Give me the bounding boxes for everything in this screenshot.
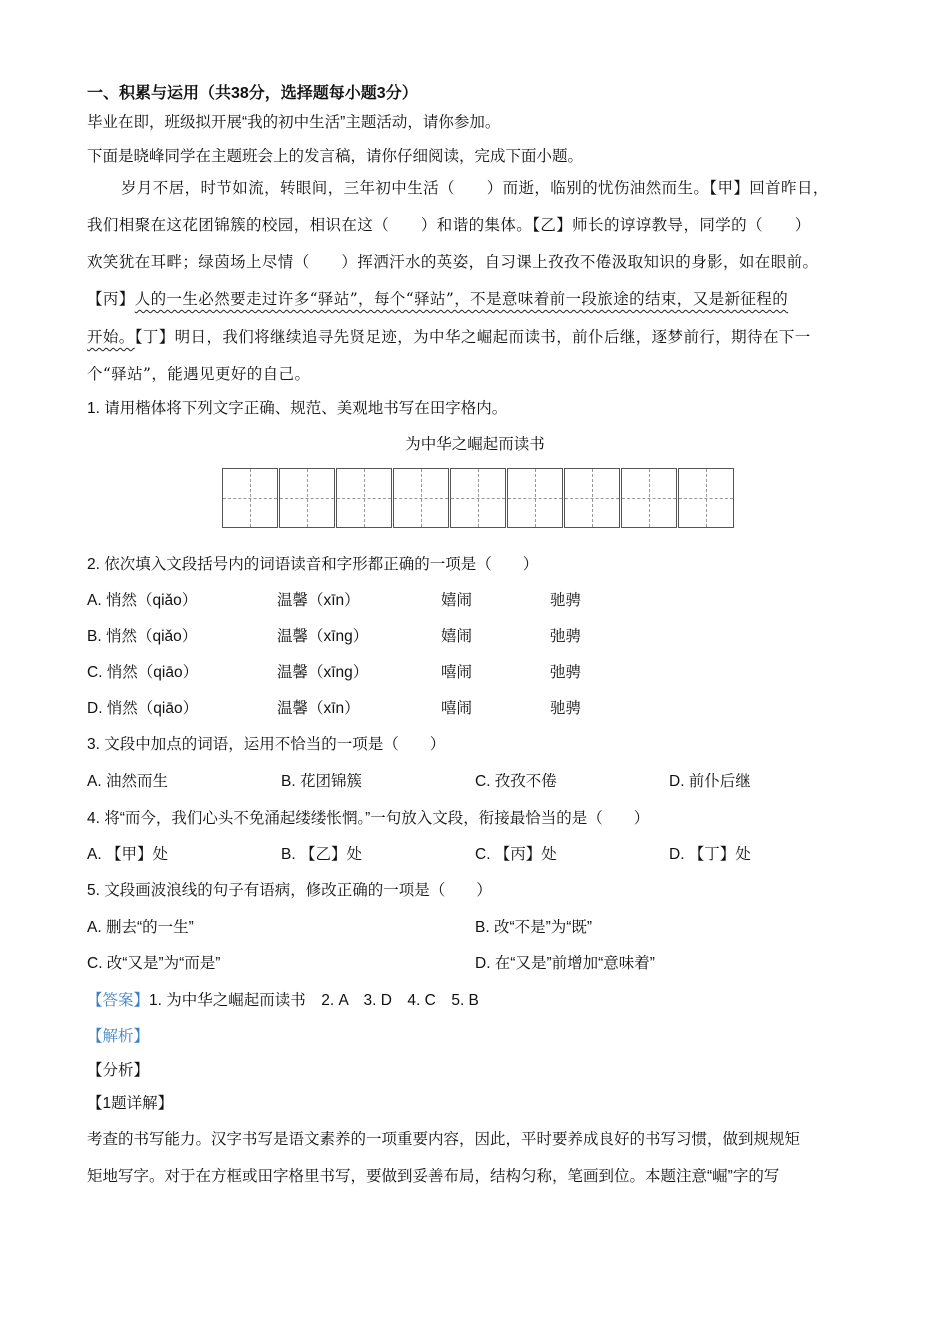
grid-cell[interactable] [678,468,734,528]
explain-line-1: 考查的书写能力。汉字书写是语文素养的一项重要内容，因此，平时要养成良好的书写习惯，做到规规矩 [87,1131,801,1148]
q5-option-a[interactable]: A. 删去“的一生” [87,919,194,936]
q3-option-c[interactable]: C. 孜孜不倦 [475,773,557,790]
passage-line-6: 个“驿站”，能遇见更好的自己。 [87,365,311,383]
analysis-label: 【解析】 [87,1028,150,1045]
document-page: 一、积累与运用（共38分，选择题每小题3分） 毕业在即，班级拟开展“我的初中生活”主题活动，请你参加。 下面是晓峰同学在主题班会上的发言稿，请你仔细阅读，完成下面小题。 岁月不居，时节如流，转眼间，三年初中生活（ ）而逝，临别的忧伤油然而生。【甲】回首昨日， 我们相聚在这花团锦簇的校园，相识在这（ ）和谐的集体。【乙】师长的谆谆教导，同学的（ ） 欢笑犹在耳畔；绿茵场上尽情（ ）挥洒汗水的英姿，自习课上孜孜不倦汲取知识的身影，如在眼前。 【丙】人的一生必然要走过许多“驿站”，每个“驿站”，不是意味着前一段旅途的结束，又是新征程的 开始。【丁】明日，我们将继续追寻先贤足迹，为中华之崛起而读书，前仆后继，逐梦前行，期待在下一 个“驿站”，能遇见更好的自己。 1. 请用楷体将下列文字正确、规范、美观地书写在田字格内。 为中华之崛起而读书 2. 依次填入文段括号内的词语读音和字形都正确的一项是（ ） A. 悄然（qiǎo） 温馨（xīn） 嬉闹 驰骋 B. 悄然（qiǎo） 温馨（xīng） 嬉闹 弛骋 C. 悄然（qiāo） 温馨（xīng） 嘻闹 弛骋 D. 悄然（qiāo） 温馨（xīn） 嘻闹 驰骋 3. 文段中加点的词语，运用不恰当的一项是（ ） A. 油然而生 B. 花团锦簇 C. 孜孜不倦 D. 前仆后继 4. 将“而今，我们心头不免涌起缕缕怅惘。”一句放入文段，衔接最恰当的是（ ） A. 【甲】处 B. 【乙】处 C. 【丙】处 D. 【丁】处 5. 文段画波浪线的句子有语病，修改正确的一项是（ ） A. 删去“的一生” B. 改“不是”为“既” C. 改“又是”为“而是” D. 在“又是”前增加“意味着” 【答案】1. 为中华之崛起而读书 2. A 3. D 4. C 5. B 【解析】 【分析】 【1题详解】 考查的书写能力。汉字书写是语文素养的一项重要内容，因此，平时要养成良好的书写习惯，做到规规矩 矩地写字。对于在方框或田字格里书写，要做到妥善布局，结构匀称，笔画到位。本题注意“崛”字的写 [0,0,950,1344]
q4-option-a[interactable]: A. 【甲】处 [87,846,168,863]
q5-option-d[interactable]: D. 在“又是”前增加“意味着” [475,955,655,972]
q5-option-c[interactable]: C. 改“又是”为“而是” [87,955,221,972]
grid-cell[interactable] [564,468,620,528]
q1-phrase: 为中华之崛起而读书 [405,436,545,453]
answer-line [87,988,479,1010]
grid-cell[interactable] [222,468,278,528]
passage-line-5 [87,325,811,347]
passage-line-5-rest: 【丁】明日，我们将继续追寻先贤足迹，为中华之崛起而读书，前仆后继，逐梦前行，期待在下一 [134,328,811,346]
question-2: 2. 依次填入文段括号内的词语读音和字形都正确的一项是（ ） [87,556,539,573]
q3-option-a[interactable]: A. 油然而生 [87,773,168,790]
q3-option-d[interactable]: D. 前仆后继 [669,773,751,790]
intro-line-1: 毕业在即，班级拟开展“我的初中生活”主题活动，请你参加。 [87,114,501,131]
fenxi-label: 【分析】 [87,1062,150,1079]
wavy-sentence-part-2: 开始。 [87,328,135,346]
q3-option-b[interactable]: B. 花团锦簇 [281,773,362,790]
answer-text: 1. 为中华之崛起而读书 2. A 3. D 4. C 5. B [149,992,479,1009]
question-4: 4. 将“而今，我们心头不免涌起缕缕怅惘。”一句放入文段，衔接最恰当的是（ ） [87,810,650,827]
answer-label: 【答案】 [87,992,150,1009]
grid-cell[interactable] [393,468,449,528]
passage-line-2: 我们相聚在这花团锦簇的校园，相识在这（ ）和谐的集体。【乙】师长的谆谆教导，同学的（ ） [87,216,811,234]
wavy-sentence-part-1: 人的一生必然要走过许多“驿站”，每个“驿站”，不是意味着前一段旅途的结束，又是新征程的 [134,290,789,308]
grid-cell[interactable] [336,468,392,528]
passage-line-1: 岁月不居，时节如流，转眼间，三年初中生活（ ）而逝，临别的忧伤油然而生。【甲】回首昨日， [121,179,829,197]
q5-option-b[interactable]: B. 改“不是”为“既” [475,919,593,936]
marker-bing: 【丙】 [87,290,135,308]
q4-option-c[interactable]: C. 【丙】处 [475,846,557,863]
grid-cell[interactable] [279,468,335,528]
grid-cell[interactable] [450,468,506,528]
grid-cell[interactable] [507,468,563,528]
question-1: 1. 请用楷体将下列文字正确、规范、美观地书写在田字格内。 [87,400,508,417]
explain-line-2: 矩地写字。对于在方框或田字格里书写，要做到妥善布局，结构匀称，笔画到位。本题注意“崛”字的写 [87,1168,780,1185]
question-5: 5. 文段画波浪线的句子有语病，修改正确的一项是（ ） [87,882,492,899]
intro-line-2: 下面是晓峰同学在主题班会上的发言稿，请你仔细阅读，完成下面小题。 [87,148,584,165]
question-3: 3. 文段中加点的词语，运用不恰当的一项是（ ） [87,736,446,753]
passage-line-4 [87,287,788,309]
detail-label: 【1题详解】 [87,1095,174,1112]
section-title: 一、积累与运用（共38分，选择题每小题3分） [87,85,418,102]
grid-cell[interactable] [621,468,677,528]
tianzige-grid [222,468,732,530]
q4-option-b[interactable]: B. 【乙】处 [281,846,362,863]
q4-option-d[interactable]: D. 【丁】处 [669,846,751,863]
passage-line-3: 欢笑犹在耳畔；绿茵场上尽情（ ）挥洒汗水的英姿，自习课上孜孜不倦汲取知识的身影，如在眼前。 [87,253,819,271]
